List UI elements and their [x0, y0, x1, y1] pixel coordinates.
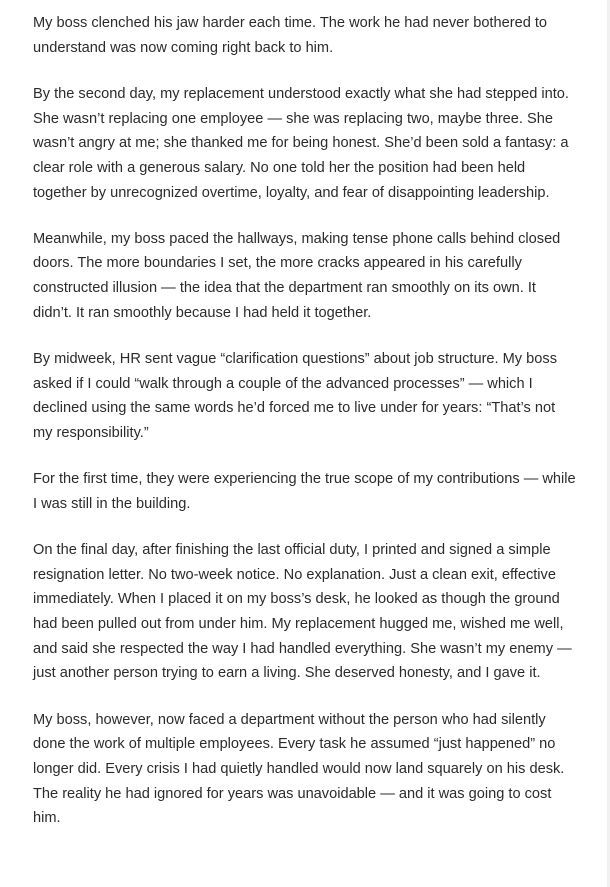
paragraph-6: On the final day, after finishing the last official duty, I printed and signed a simple resignation letter. No two-week notice. No explanation. Just a clean exit, effective immediately. When I placed it on my boss’s desk, he looked as though the ground had been pulled out from under him. My replacement hugged me, wished me well, and said she respected the way I had handled everything. She wasn’t my enemy — just another person trying to earn a living. She deserved honesty, and I gave it.	[33, 541, 572, 682]
paragraph-4: By midweek, HR sent vague “clarification questions” about job structure. My boss asked if I could “walk through a couple of the advanced processes” — which I declined using the same words he’d forced me to live under for years: “That’s not my responsibility.”	[33, 350, 557, 442]
paragraph-1: My boss clenched his jaw harder each time. The work he had never bothered to understand was now coming right back to him.	[33, 15, 548, 56]
article-body	[33, 11, 578, 852]
paragraph-2: By the second day, my replacement understood exactly what she had stepped into. She wasn’t replacing one employee — she was replacing two, maybe three. She wasn’t angry at me; she thanked me for being honest. She’d been sold a fantasy: a clear role with a generous salary. No one told her the position had been held together by unrecognized overtime, loyalty, and fear of disappointing leadership.	[33, 85, 569, 201]
paragraph-3: Meanwhile, my boss paced the hallways, making tense phone calls behind closed doors. The more boundaries I set, the more cracks appeared in his carefully constructed illusion — the idea that the department ran smoothly on its own. It didn’t. It ran smoothly because I had held it together.	[33, 230, 561, 321]
paragraph-5: For the first time, they were experiencing the true scope of my contributions — while I was still in the building.	[33, 471, 576, 512]
paragraph-7: My boss, however, now faced a department without the person who had silently done the work of multiple employees. Every task he assumed “just happened” no longer did. Every crisis I had quietly handled would now land squarely on his desk. The reality he had ignored for years was unavoidable — and it was going to cost him.	[33, 711, 565, 827]
